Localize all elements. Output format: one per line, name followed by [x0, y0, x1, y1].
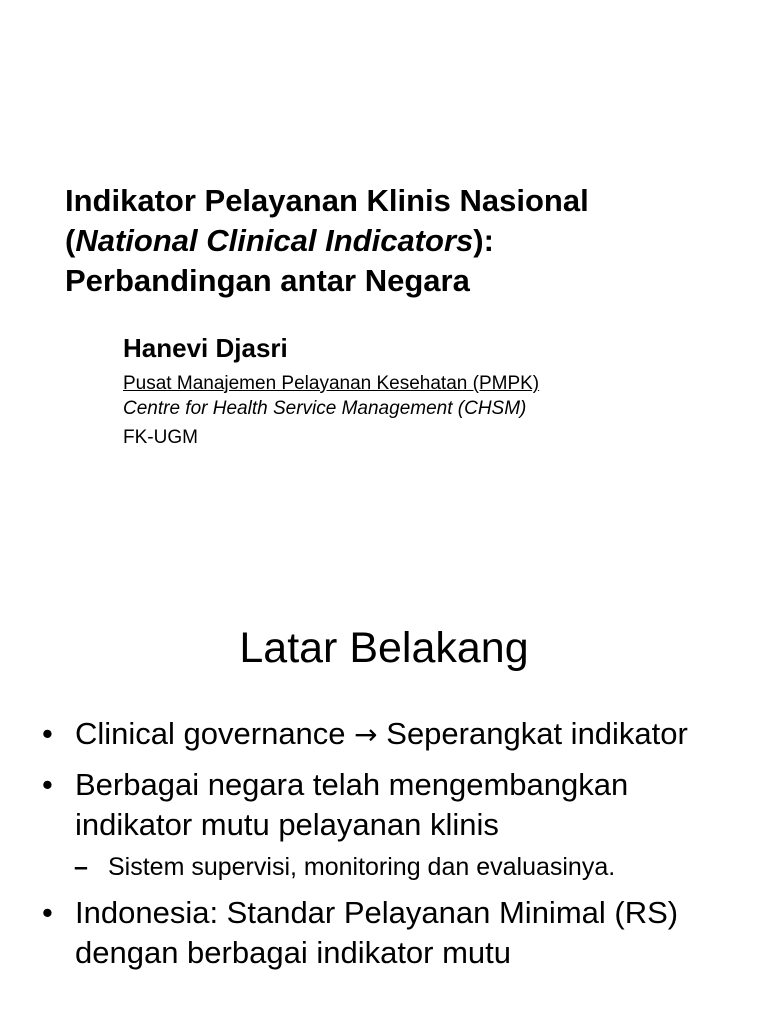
affiliation-fk-ugm: FK-UGM	[123, 427, 198, 448]
affiliation-chsm: Centre for Health Service Management (CHSM)	[123, 398, 527, 419]
author-name: Hanevi Djasri	[123, 333, 288, 363]
bullet-text: Berbagai negara telah mengembangkan indikator mutu pelayanan klinis	[75, 767, 629, 842]
slide-heading: Latar Belakang	[239, 624, 529, 672]
bullet-text: Indonesia: Standar Pelayanan Minimal (RS) dengan berbagai indikator mutu	[75, 895, 679, 970]
bullet-icon: •	[42, 716, 53, 751]
author-block	[123, 331, 723, 450]
bullet-list	[42, 714, 752, 983]
title-paren-close: ):	[473, 223, 494, 258]
sub-bullet-text: Sistem supervisi, monitoring dan evaluasinya.	[108, 853, 616, 881]
bullet-item	[42, 893, 752, 973]
title-line-2	[65, 221, 745, 261]
title-paren-open: (	[65, 223, 76, 258]
bullet-icon: •	[42, 767, 53, 802]
arrow-right-icon: →	[354, 718, 378, 751]
bullet-text-part: Seperangkat indikator	[386, 716, 688, 751]
bullet-text-part: Clinical governance	[75, 716, 346, 751]
bullet-item	[42, 765, 752, 845]
title-line-1: Indikator Pelayanan Klinis Nasional	[65, 183, 589, 218]
slide-title-heading	[65, 181, 745, 301]
slide-latar-belakang	[0, 576, 768, 1024]
title-english: National Clinical Indicators	[75, 223, 474, 258]
sub-bullet-item	[42, 851, 752, 883]
title-line-3: Perbandingan antar Negara	[65, 263, 470, 298]
dash-icon: –	[74, 853, 88, 881]
affiliation-pmpk: Pusat Manajemen Pelayanan Kesehatan (PMPK)	[123, 373, 540, 394]
bullet-icon: •	[42, 895, 53, 930]
bullet-item	[42, 714, 752, 755]
